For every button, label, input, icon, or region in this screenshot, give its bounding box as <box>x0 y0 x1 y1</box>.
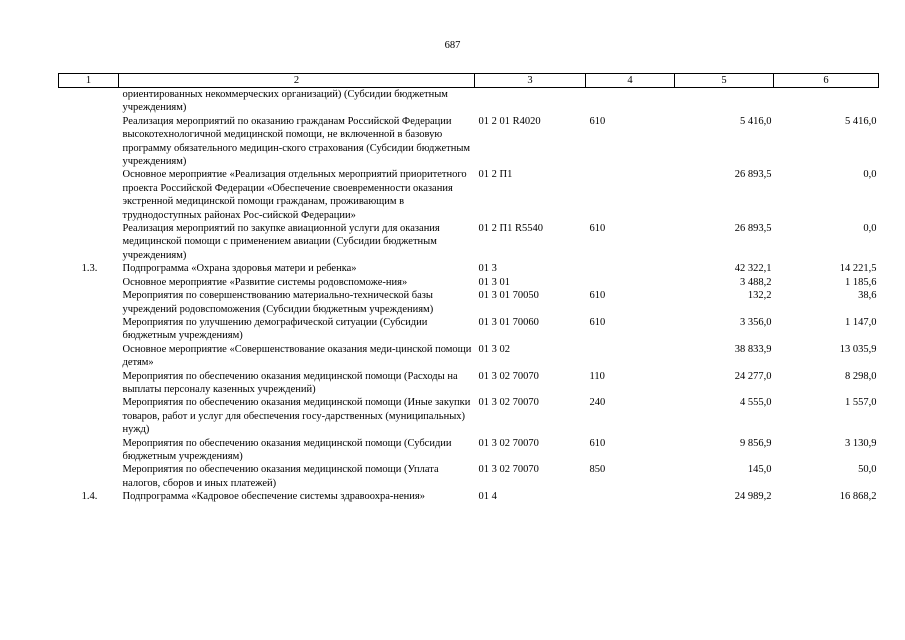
row-amount-col6: 5 416,0 <box>845 115 877 127</box>
table-row <box>59 316 879 343</box>
table-row <box>59 88 879 115</box>
row-number <box>59 343 119 370</box>
row-number <box>59 222 119 262</box>
row-name: Основное мероприятие «Реализация отдельных мероприятий приоритетного проекта Российской Федерации «Обеспечение своевременности оказания экстренной медицинской помощи гражданам, проживающим в труднодоступных районах Рос-сийской Федерации» <box>122 169 467 221</box>
row-name: Реализация мероприятий по оказанию гражданам Российской Федерации высокотехнологичной медицинской помощи, не включенной в базовую программу обязательного медицин-ского страхования (Субсидии бюджетным учреждениям) <box>122 115 471 168</box>
row-name: Мероприятия по обеспечению оказания медицинской помощи (Уплата налогов, сборов и иных платежей) <box>122 464 439 489</box>
row-number: 1.3. <box>81 263 98 275</box>
table-row <box>59 490 879 503</box>
row-amount-col5: 24 989,2 <box>734 491 772 503</box>
row-amount-col5: 38 833,9 <box>734 343 772 355</box>
row-code: 01 3 02 <box>478 343 510 355</box>
row-amount-col6: 1 185,6 <box>845 276 877 288</box>
table-row <box>59 262 879 275</box>
row-code: 01 3 02 70070 <box>478 370 539 382</box>
row-amount-col5: 5 416,0 <box>740 115 772 127</box>
column-header-3: 3 <box>475 74 586 88</box>
row-number <box>59 316 119 343</box>
row-amount-col5 <box>675 88 774 115</box>
row-amount-col6: 14 221,5 <box>839 263 877 275</box>
row-name: Основное мероприятие «Развитие системы родовспоможе-ния» <box>122 276 408 288</box>
column-header-6: 6 <box>774 74 879 88</box>
row-amount-col6: 50,0 <box>858 464 877 476</box>
row-code: 01 2 П1 <box>478 169 513 181</box>
row-expense-type: 610 <box>589 316 606 328</box>
row-name: Мероприятия по обеспечению оказания медицинской помощи (Иные закупки товаров, работ и услуг для обеспечения госу-дарственных (муниципальных) нужд) <box>122 397 471 436</box>
row-number <box>59 115 119 169</box>
column-header-2: 2 <box>119 74 475 88</box>
page-number: 687 <box>444 40 461 51</box>
row-name: Мероприятия по обеспечению оказания медицинской помощи (Расходы на выплаты персоналу казенных учреждений) <box>122 370 458 395</box>
row-number <box>59 168 119 222</box>
row-code: 01 2 01 R4020 <box>478 115 541 127</box>
row-code <box>475 88 586 115</box>
row-amount-col5: 3 488,2 <box>740 276 772 288</box>
table-row <box>59 222 879 262</box>
row-code: 01 2 П1 R5540 <box>478 223 543 235</box>
table-row <box>59 289 879 316</box>
row-amount-col5: 26 893,5 <box>734 223 772 235</box>
row-amount-col6: 38,6 <box>858 290 877 302</box>
row-expense-type: 240 <box>589 397 606 409</box>
row-name: Подпрограмма «Охрана здоровья матери и ребенка» <box>122 263 357 275</box>
row-amount-col6 <box>774 88 879 115</box>
row-amount-col5: 3 356,0 <box>740 316 772 328</box>
row-amount-col5: 26 893,5 <box>734 169 772 181</box>
row-code: 01 3 01 <box>478 276 510 288</box>
row-amount-col6: 1 557,0 <box>845 397 877 409</box>
row-code: 01 3 01 70060 <box>478 316 539 328</box>
table-row <box>59 276 879 289</box>
row-expense-type <box>586 490 675 503</box>
row-amount-col6: 3 130,9 <box>845 437 877 449</box>
table-row <box>59 437 879 464</box>
row-name: Мероприятия по обеспечению оказания медицинской помощи (Субсидии бюджетным учреждениям) <box>122 437 452 462</box>
row-name: Реализация мероприятий по закупке авиационной услуги для оказания медицинской помощи с применением авиации (Субсидии бюджетным учреждениям) <box>122 223 440 261</box>
row-code: 01 3 02 70070 <box>478 464 539 476</box>
table-header-row <box>59 74 879 88</box>
column-header-4: 4 <box>586 74 675 88</box>
row-expense-type: 610 <box>589 115 606 127</box>
row-expense-type: 610 <box>589 437 606 449</box>
row-amount-col5: 132,2 <box>747 290 772 302</box>
row-number <box>59 276 119 289</box>
row-expense-type <box>586 343 675 370</box>
table-row <box>59 463 879 490</box>
row-amount-col5: 24 277,0 <box>734 370 772 382</box>
row-amount-col6: 13 035,9 <box>839 343 877 355</box>
row-number <box>59 370 119 397</box>
row-expense-type <box>586 276 675 289</box>
row-number <box>59 463 119 490</box>
row-amount-col5: 9 856,9 <box>740 437 772 449</box>
row-expense-type: 610 <box>589 223 606 235</box>
column-header-1: 1 <box>59 74 119 88</box>
row-expense-type: 610 <box>589 290 606 302</box>
row-amount-col6: 8 298,0 <box>845 370 877 382</box>
row-code: 01 3 01 70050 <box>478 290 539 302</box>
row-expense-type <box>586 262 675 275</box>
row-code: 01 3 02 70070 <box>478 397 539 409</box>
table-row <box>59 168 879 222</box>
row-number: 1.4. <box>81 491 98 503</box>
table-row <box>59 115 879 169</box>
row-expense-type: 110 <box>589 370 605 382</box>
row-amount-col5: 42 322,1 <box>734 263 772 275</box>
row-amount-col6: 0,0 <box>863 223 877 235</box>
column-header-5: 5 <box>675 74 774 88</box>
row-expense-type: 850 <box>589 464 606 476</box>
row-expense-type <box>586 88 675 115</box>
table-row <box>59 396 879 436</box>
row-number <box>59 289 119 316</box>
row-number <box>59 437 119 464</box>
row-name: Подпрограмма «Кадровое обеспечение системы здравоохра-нения» <box>122 491 426 503</box>
row-amount-col6: 1 147,0 <box>845 316 877 328</box>
budget-table <box>58 73 879 504</box>
row-name: ориентированных некоммерческих организаций) (Субсидии бюджетным учреждениям) <box>122 89 448 114</box>
row-amount-col5: 145,0 <box>747 464 772 476</box>
row-name: Мероприятия по совершенствованию материально-технической базы учреждений родовспоможения (Субсидии бюджетным учреждениям) <box>122 290 434 315</box>
row-name: Мероприятия по улучшению демографической ситуации (Субсидии бюджетным учреждениям) <box>122 316 428 342</box>
row-number <box>59 88 119 115</box>
row-name: Основное мероприятие «Совершенствование оказания меди-цинской помощи детям» <box>122 343 472 369</box>
row-amount-col6: 16 868,2 <box>839 491 877 503</box>
table-row <box>59 370 879 397</box>
row-number <box>59 396 119 436</box>
row-code: 01 4 <box>478 491 497 503</box>
row-code: 01 3 <box>478 263 497 275</box>
row-amount-col6: 0,0 <box>863 169 877 181</box>
table-row <box>59 343 879 370</box>
row-amount-col5: 4 555,0 <box>740 397 772 409</box>
row-code: 01 3 02 70070 <box>478 437 539 449</box>
row-expense-type <box>586 168 675 222</box>
